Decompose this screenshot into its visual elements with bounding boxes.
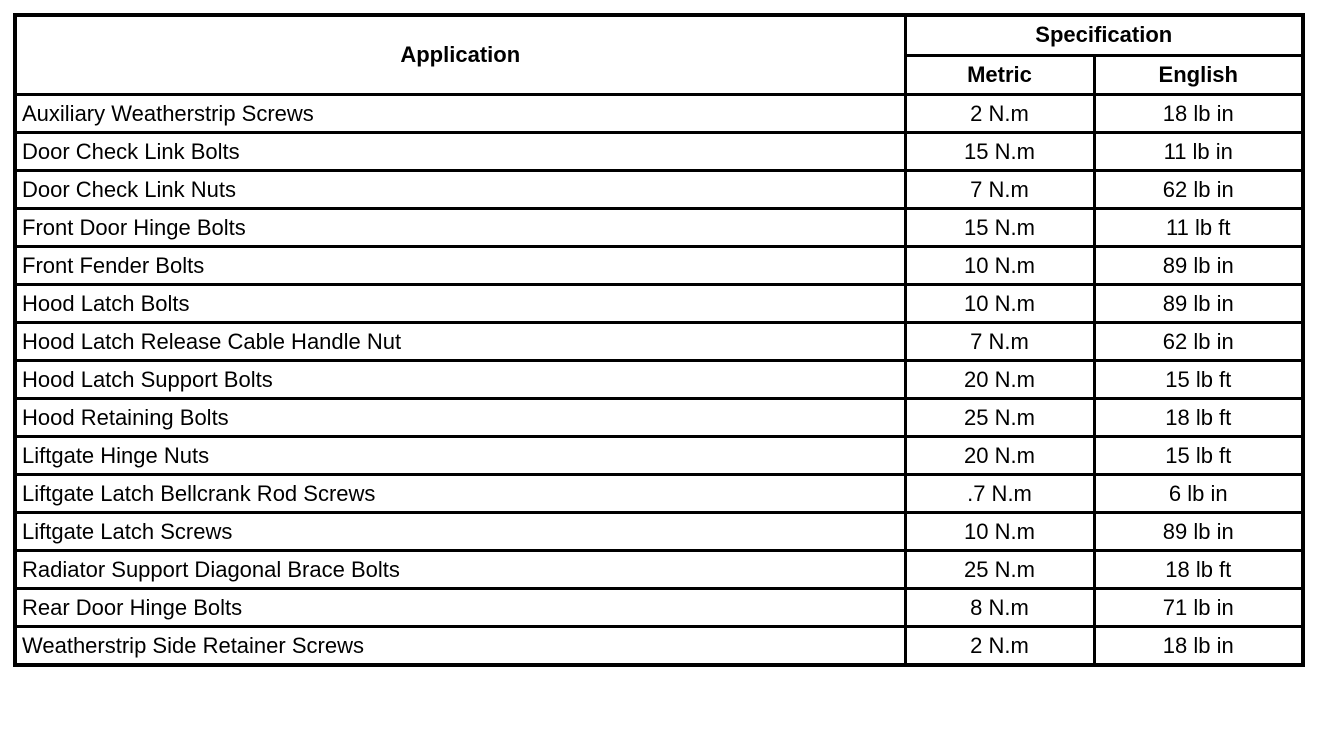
english-cell: 62 lb in [1094, 171, 1303, 209]
torque-spec-table [13, 13, 1305, 667]
table-row [15, 513, 1303, 551]
table-row [15, 285, 1303, 323]
english-header: English [1094, 55, 1303, 95]
table-row [15, 437, 1303, 475]
metric-cell: 15 N.m [905, 209, 1094, 247]
table-row [15, 475, 1303, 513]
application-cell: Liftgate Latch Bellcrank Rod Screws [15, 475, 905, 513]
metric-cell: 20 N.m [905, 361, 1094, 399]
metric-cell: .7 N.m [905, 475, 1094, 513]
application-cell: Hood Latch Release Cable Handle Nut [15, 323, 905, 361]
application-cell: Liftgate Hinge Nuts [15, 437, 905, 475]
metric-cell: 20 N.m [905, 437, 1094, 475]
application-cell: Hood Retaining Bolts [15, 399, 905, 437]
metric-cell: 15 N.m [905, 133, 1094, 171]
metric-cell: 10 N.m [905, 285, 1094, 323]
application-header: Application [15, 15, 905, 95]
application-cell: Front Fender Bolts [15, 247, 905, 285]
application-cell: Hood Latch Support Bolts [15, 361, 905, 399]
english-cell: 11 lb in [1094, 133, 1303, 171]
table-row [15, 323, 1303, 361]
english-cell: 89 lb in [1094, 247, 1303, 285]
table-row [15, 627, 1303, 666]
application-cell: Front Door Hinge Bolts [15, 209, 905, 247]
metric-cell: 2 N.m [905, 95, 1094, 133]
metric-cell: 7 N.m [905, 323, 1094, 361]
table-row [15, 95, 1303, 133]
application-cell: Door Check Link Nuts [15, 171, 905, 209]
metric-cell: 8 N.m [905, 589, 1094, 627]
english-cell: 18 lb in [1094, 627, 1303, 666]
english-cell: 15 lb ft [1094, 437, 1303, 475]
english-cell: 62 lb in [1094, 323, 1303, 361]
table-row [15, 589, 1303, 627]
english-cell: 11 lb ft [1094, 209, 1303, 247]
application-cell: Rear Door Hinge Bolts [15, 589, 905, 627]
metric-header: Metric [905, 55, 1094, 95]
table-row [15, 209, 1303, 247]
metric-cell: 10 N.m [905, 247, 1094, 285]
english-cell: 71 lb in [1094, 589, 1303, 627]
metric-cell: 7 N.m [905, 171, 1094, 209]
table-row [15, 361, 1303, 399]
header-row [15, 15, 1303, 55]
english-cell: 18 lb in [1094, 95, 1303, 133]
english-cell: 18 lb ft [1094, 551, 1303, 589]
metric-cell: 2 N.m [905, 627, 1094, 666]
application-cell: Radiator Support Diagonal Brace Bolts [15, 551, 905, 589]
application-cell: Weatherstrip Side Retainer Screws [15, 627, 905, 666]
english-cell: 6 lb in [1094, 475, 1303, 513]
application-cell: Door Check Link Bolts [15, 133, 905, 171]
english-cell: 18 lb ft [1094, 399, 1303, 437]
application-cell: Auxiliary Weatherstrip Screws [15, 95, 905, 133]
table-row [15, 399, 1303, 437]
table-row [15, 171, 1303, 209]
english-cell: 15 lb ft [1094, 361, 1303, 399]
table-row [15, 247, 1303, 285]
english-cell: 89 lb in [1094, 285, 1303, 323]
metric-cell: 25 N.m [905, 551, 1094, 589]
english-cell: 89 lb in [1094, 513, 1303, 551]
table-row [15, 133, 1303, 171]
table-row [15, 551, 1303, 589]
application-cell: Hood Latch Bolts [15, 285, 905, 323]
metric-cell: 10 N.m [905, 513, 1094, 551]
application-cell: Liftgate Latch Screws [15, 513, 905, 551]
metric-cell: 25 N.m [905, 399, 1094, 437]
specification-header: Specification [905, 15, 1303, 55]
